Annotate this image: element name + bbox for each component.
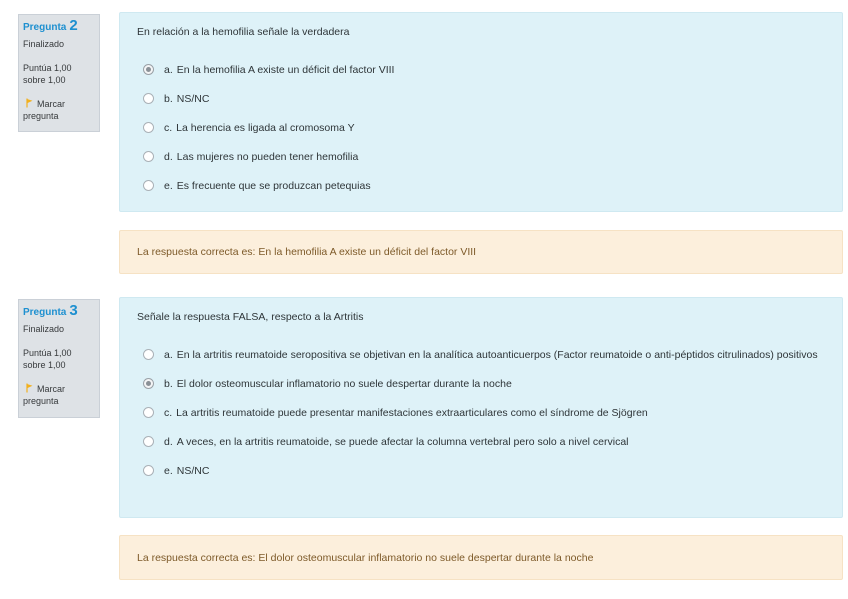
radio-button[interactable] [143,122,154,133]
answer-option[interactable] [143,84,827,113]
answer-letter: c. [164,121,173,134]
question-grade: Puntúa 1,00 sobre 1,00 [23,348,72,370]
answer-option[interactable] [143,369,827,398]
question-formulation [119,12,843,212]
answer-text: A veces, en la artritis reumatoide, se puede afectar la columna vertebral pero solo a nivel cervical [176,435,629,448]
flag-question-label[interactable]: Marcar pregunta [23,384,66,406]
question-number-heading [23,303,96,319]
answer-option[interactable] [143,142,827,171]
question-label: Pregunta [23,307,67,318]
answer-option[interactable] [143,113,827,142]
answer-text: La artritis reumatoide puede presentar manifestaciones extraarticulares como el síndrome de Sjögren [176,406,648,419]
answer-option[interactable] [143,398,827,427]
flag-icon[interactable] [26,98,33,108]
question-state: Finalizado [23,39,65,49]
question-number: 2 [69,17,78,34]
radio-button[interactable] [143,349,154,360]
answer-letter: d. [164,150,173,163]
flag-question-container [23,98,96,122]
answer-letter: b. [164,92,173,105]
answer-text: Es frecuente que se produzcan petequias [176,179,371,192]
radio-button[interactable] [143,64,154,75]
question-info [18,299,100,418]
question-formulation [119,297,843,518]
answer-text: NS/NC [176,92,210,105]
radio-button[interactable] [143,465,154,476]
answer-list [143,340,827,485]
question-info [18,14,100,132]
radio-button[interactable] [143,93,154,104]
answer-text: La herencia es ligada al cromosoma Y [176,121,355,134]
radio-button[interactable] [143,436,154,447]
answer-text: El dolor osteomuscular inflamatorio no suele despertar durante la noche [176,377,512,390]
radio-button[interactable] [143,180,154,191]
question-text: Señale la respuesta FALSA, respecto a la Artritis [137,311,364,323]
flag-question-label[interactable]: Marcar pregunta [23,99,66,121]
answer-letter: a. [164,348,173,361]
radio-button[interactable] [143,151,154,162]
answer-option[interactable] [143,427,827,456]
answer-list [143,55,827,200]
answer-text: En la artritis reumatoide seropositiva se objetivan en la analítica autoanticuerpos (Factor reumatoide o anti-péptidos citrulinados) positivos [176,348,818,361]
answer-option[interactable] [143,55,827,84]
flag-icon[interactable] [26,383,33,393]
question-number: 3 [69,302,78,319]
question-label: Pregunta [23,22,67,33]
question-number-heading [23,18,96,34]
answer-text: Las mujeres no pueden tener hemofilia [176,150,359,163]
flag-question-link[interactable] [23,99,65,121]
question-state: Finalizado [23,324,65,334]
feedback-text: La respuesta correcta es: En la hemofilia A existe un déficit del factor VIII [137,246,477,258]
answer-letter: b. [164,377,173,390]
answer-letter: e. [164,464,173,477]
radio-button[interactable] [143,378,154,389]
question-text: En relación a la hemofilia señale la verdadera [137,26,350,38]
answer-text: En la hemofilia A existe un déficit del factor VIII [176,63,395,76]
radio-button[interactable] [143,407,154,418]
feedback-text: La respuesta correcta es: El dolor osteomuscular inflamatorio no suele despertar durante la noche [137,551,594,564]
answer-text: NS/NC [176,464,210,477]
flag-question-link[interactable] [23,384,65,406]
answer-option[interactable] [143,340,827,369]
answer-option[interactable] [143,171,827,200]
answer-letter: d. [164,435,173,448]
flag-question-container [23,383,96,407]
answer-letter: e. [164,179,173,192]
answer-option[interactable] [143,456,827,485]
answer-letter: a. [164,63,173,76]
correct-answer-feedback [119,535,843,580]
correct-answer-feedback [119,230,843,274]
answer-letter: c. [164,406,173,419]
question-grade: Puntúa 1,00 sobre 1,00 [23,63,72,85]
